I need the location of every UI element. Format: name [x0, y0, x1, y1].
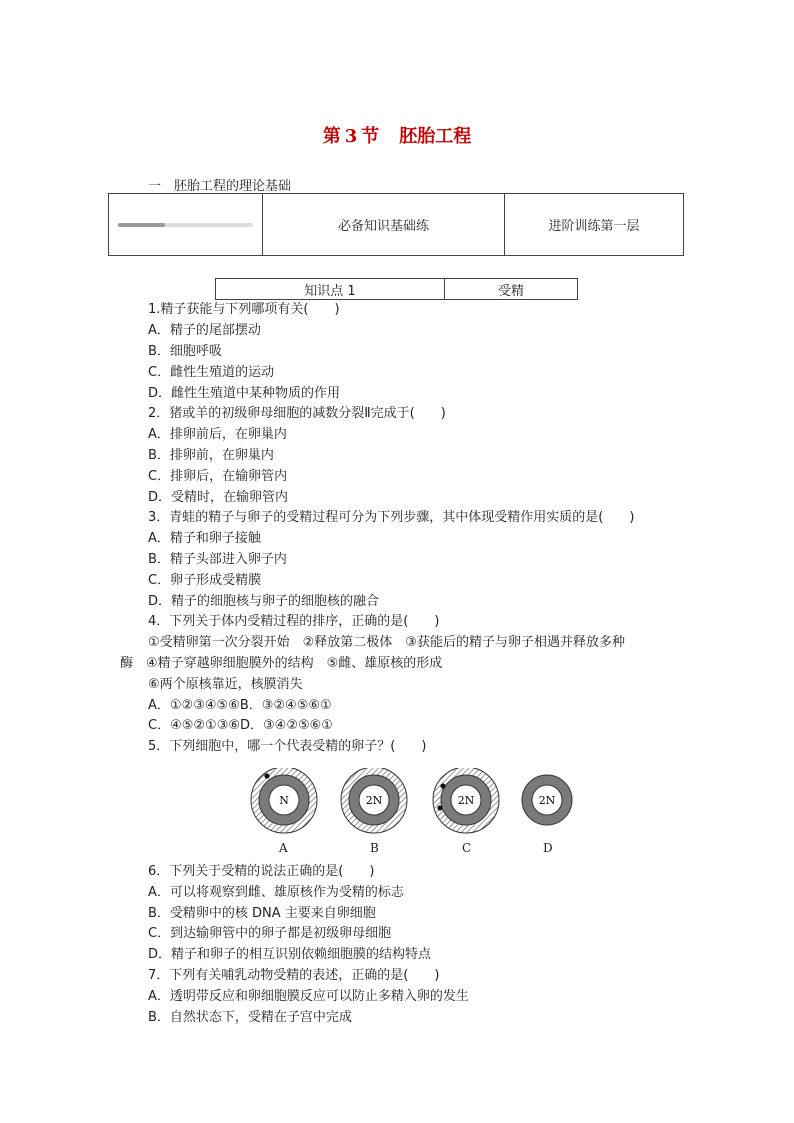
option-line: A．透明带反应和卵细胞膜反应可以防止多精入卵的发生: [148, 989, 469, 1004]
question-statement: ⑥两个原核靠近，核膜消失: [148, 677, 303, 692]
option-line: C．到达输卵管中的卵子都是初级卵母细胞: [148, 926, 392, 941]
option-line: A．①②③④⑤⑥B．③②④⑤⑥①: [148, 698, 332, 713]
progress-fill: [118, 223, 165, 227]
advanced-practice-cell: 进阶训练第一层: [548, 219, 640, 234]
option-line: B．细胞呼吸: [148, 344, 222, 359]
cell-a: [251, 768, 317, 833]
question-line: 1.精子获能与下列哪项有关( ): [148, 302, 340, 317]
progress-cell: [109, 194, 263, 255]
nucleus-label: 2N: [365, 794, 383, 807]
option-line: D．雌性生殖道中某种物质的作用: [148, 386, 341, 401]
progress-bar: [118, 223, 253, 227]
knowledge-topic: 受精: [497, 283, 524, 299]
option-line: B．受精卵中的核 DNA 主要来自卵细胞: [148, 906, 376, 921]
knowledge-table: [215, 278, 578, 300]
question-line: 4．下列关于体内受精过程的排序，正确的是( ): [148, 614, 440, 629]
cell-b: [341, 768, 407, 833]
nucleus-label: 2N: [457, 794, 475, 807]
cell-d: [522, 775, 572, 825]
question-line: 5．下列细胞中，哪一个代表受精的卵子？( ): [148, 739, 427, 754]
title-suffix: 节: [361, 126, 380, 147]
option-line: B．精子头部进入卵子内: [148, 552, 287, 567]
page-title: [0, 122, 794, 148]
option-line: C．④⑤②①③⑥D．③④②⑤⑥①: [148, 718, 333, 733]
title-number: 3: [344, 126, 358, 147]
option-line: A．精子的尾部摆动: [148, 323, 261, 338]
question-statement: ①受精卵第一次分裂开始 ②释放第二极体 ③获能后的精子与卵子相遇并释放多种: [148, 635, 625, 650]
option-line: C．卵子形成受精膜: [148, 573, 262, 588]
cell-c: [433, 768, 499, 833]
option-line: B．排卵前，在卵巢内: [148, 448, 274, 463]
question-line: 7．下列有关哺乳动物受精的表述，正确的是( ): [148, 968, 440, 983]
option-line: D．精子和卵子的相互识别依赖细胞膜的结构特点: [148, 947, 432, 962]
option-line: D．精子的细胞核与卵子的细胞核的融合: [148, 594, 380, 609]
cell-label-a: A: [279, 841, 288, 855]
question-line: 2．猪或羊的初级卵母细胞的减数分裂Ⅱ完成于( ): [148, 406, 446, 421]
header-table: [108, 193, 684, 256]
title-prefix: 第: [322, 126, 341, 147]
question-line: 3．青蛙的精子与卵子的受精过程可分为下列步骤，其中体现受精作用实质的是( ): [148, 510, 635, 525]
option-line: C．排卵后，在输卵管内: [148, 469, 288, 484]
option-line: A．精子和卵子接触: [148, 531, 261, 546]
option-line: B．自然状态下，受精在子宫中完成: [148, 1010, 352, 1025]
question-statement: 酶 ④精子穿越卵细胞膜外的结构 ⑤雌、雄原核的形成: [120, 656, 443, 671]
section-heading: 一 胚胎工程的理论基础: [148, 179, 292, 194]
cell-label-d: D: [543, 841, 553, 855]
egg-cells-figure: [248, 768, 578, 860]
basic-practice-cell: 必备知识基础练: [263, 194, 505, 255]
knowledge-point-label: 知识点 1: [216, 279, 445, 299]
polar-body: [440, 783, 445, 788]
question-line: 6．下列关于受精的说法正确的是( ): [148, 864, 375, 879]
cell-label-c: C: [462, 841, 472, 855]
cell-label-b: B: [370, 841, 379, 855]
option-line: D．受精时，在输卵管内: [148, 490, 289, 505]
nucleus-label: N: [279, 794, 289, 807]
option-line: A．可以将观察到雌、雄原核作为受精的标志: [148, 885, 404, 900]
polar-body: [437, 805, 442, 810]
option-line: A．排卵前后，在卵巢内: [148, 427, 287, 442]
nucleus-label: 2N: [538, 794, 556, 807]
polar-body: [264, 773, 269, 778]
title-name: 胚胎工程: [399, 126, 472, 147]
option-line: C．雌性生殖道的运动: [148, 365, 275, 380]
